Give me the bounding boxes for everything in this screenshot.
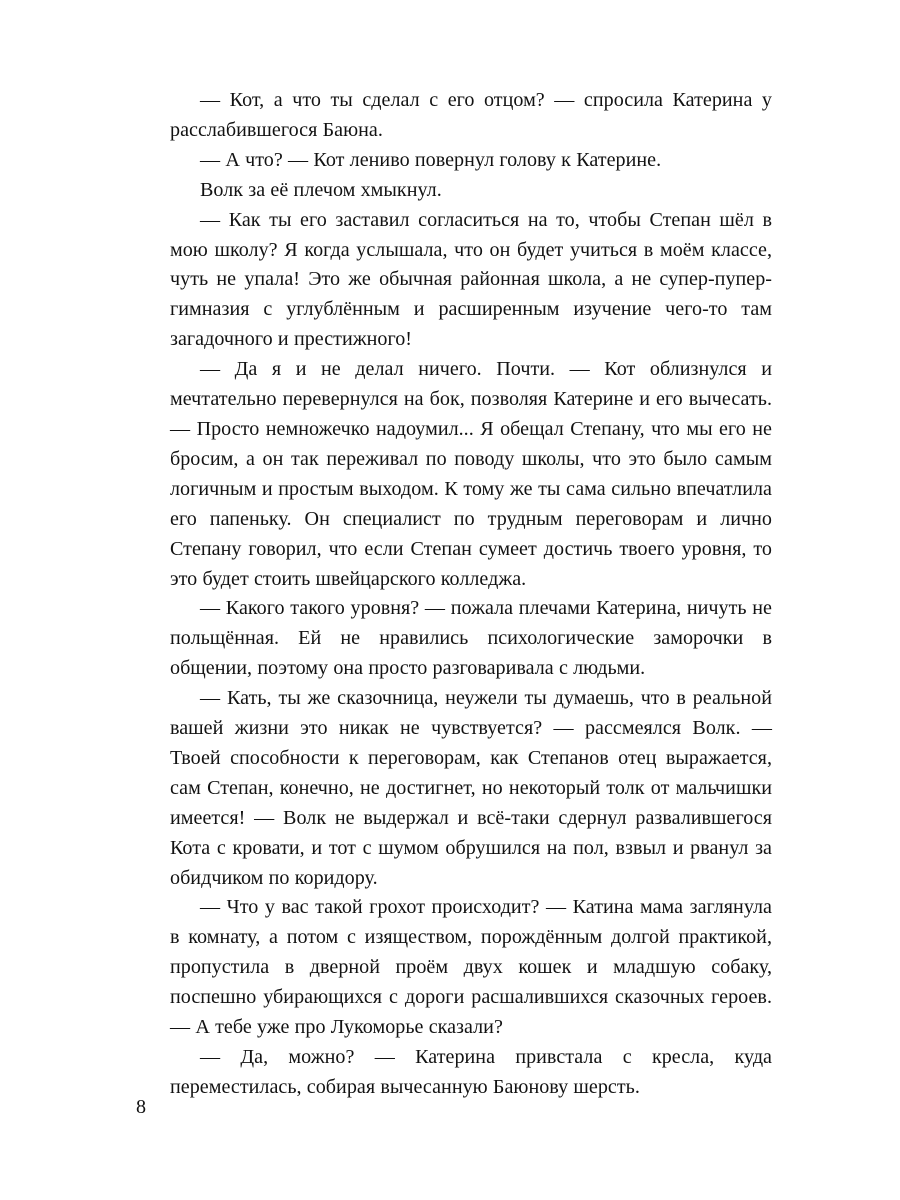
- paragraph: — Что у вас такой грохот происходит? — Катина мама заглянула в комнату, а потом с изяществом, порождённым долгой практикой, пропустила в дверной проём двух кошек и младшую собаку, поспешно убирающихся с дороги расшалившихся сказочных героев. — А тебе уже про Лукоморье сказали?: [170, 896, 772, 1039]
- page-text-block: [170, 86, 772, 1103]
- paragraph: — Да я и не делал ничего. Почти. — Кот облизнулся и мечтательно перевернулся на бок, позволяя Катерине и его вычесать. — Просто немножечко надоумил... Я обещал Степану, что мы его не бросим, а он так переживал по поводу школы, что это было самым логичным и простым выходом. К тому же ты сама сильно впечатлила его папеньку. Он специалист по трудным переговорам и лично Степану говорил, что если Степан сумеет достичь твоего уровня, то это будет стоить швейцарского колледжа.: [170, 358, 772, 590]
- paragraph: — Да, можно? — Катерина привстала с кресла, куда переместилась, собирая вычесанную Баюнову шерсть.: [170, 1046, 772, 1098]
- page-number: 8: [136, 1096, 147, 1118]
- paragraph: — Кот, а что ты сделал с его отцом? — спросила Катерина у расслабившегося Баюна.: [170, 89, 772, 141]
- paragraph: — Какого такого уровня? — пожала плечами Катерина, ничуть не польщённая. Ей не нравились психологические заморочки в общении, поэтому она просто разговаривала с людьми.: [170, 597, 772, 680]
- paragraph: — Кать, ты же сказочница, неужели ты думаешь, что в реальной вашей жизни это никак не чувствуется? — рассмеялся Волк. — Твоей способности к переговорам, как Степанов отец выражается, сам Степан, конечно, не достигнет, но некоторый толк от мальчишки имеется! — Волк не выдержал и всё-таки сдернул развалившегося Кота с кровати, и тот с шумом обрушился на пол, взвыл и рванул за обидчиком по коридору.: [170, 687, 772, 889]
- paragraph: — А что? — Кот лениво повернул голову к Катерине.: [200, 148, 662, 171]
- paragraph: Волк за её плечом хмыкнул.: [200, 178, 442, 201]
- paragraph: — Как ты его заставил согласиться на то, чтобы Степан шёл в мою школу? Я когда услышала, что он будет учиться в моём классе, чуть не упала! Это же обычная районная школа, а не супер-пупер-гимназия с углублённым и расширенным изучение чего-то там загадочного и престижного!: [170, 208, 772, 351]
